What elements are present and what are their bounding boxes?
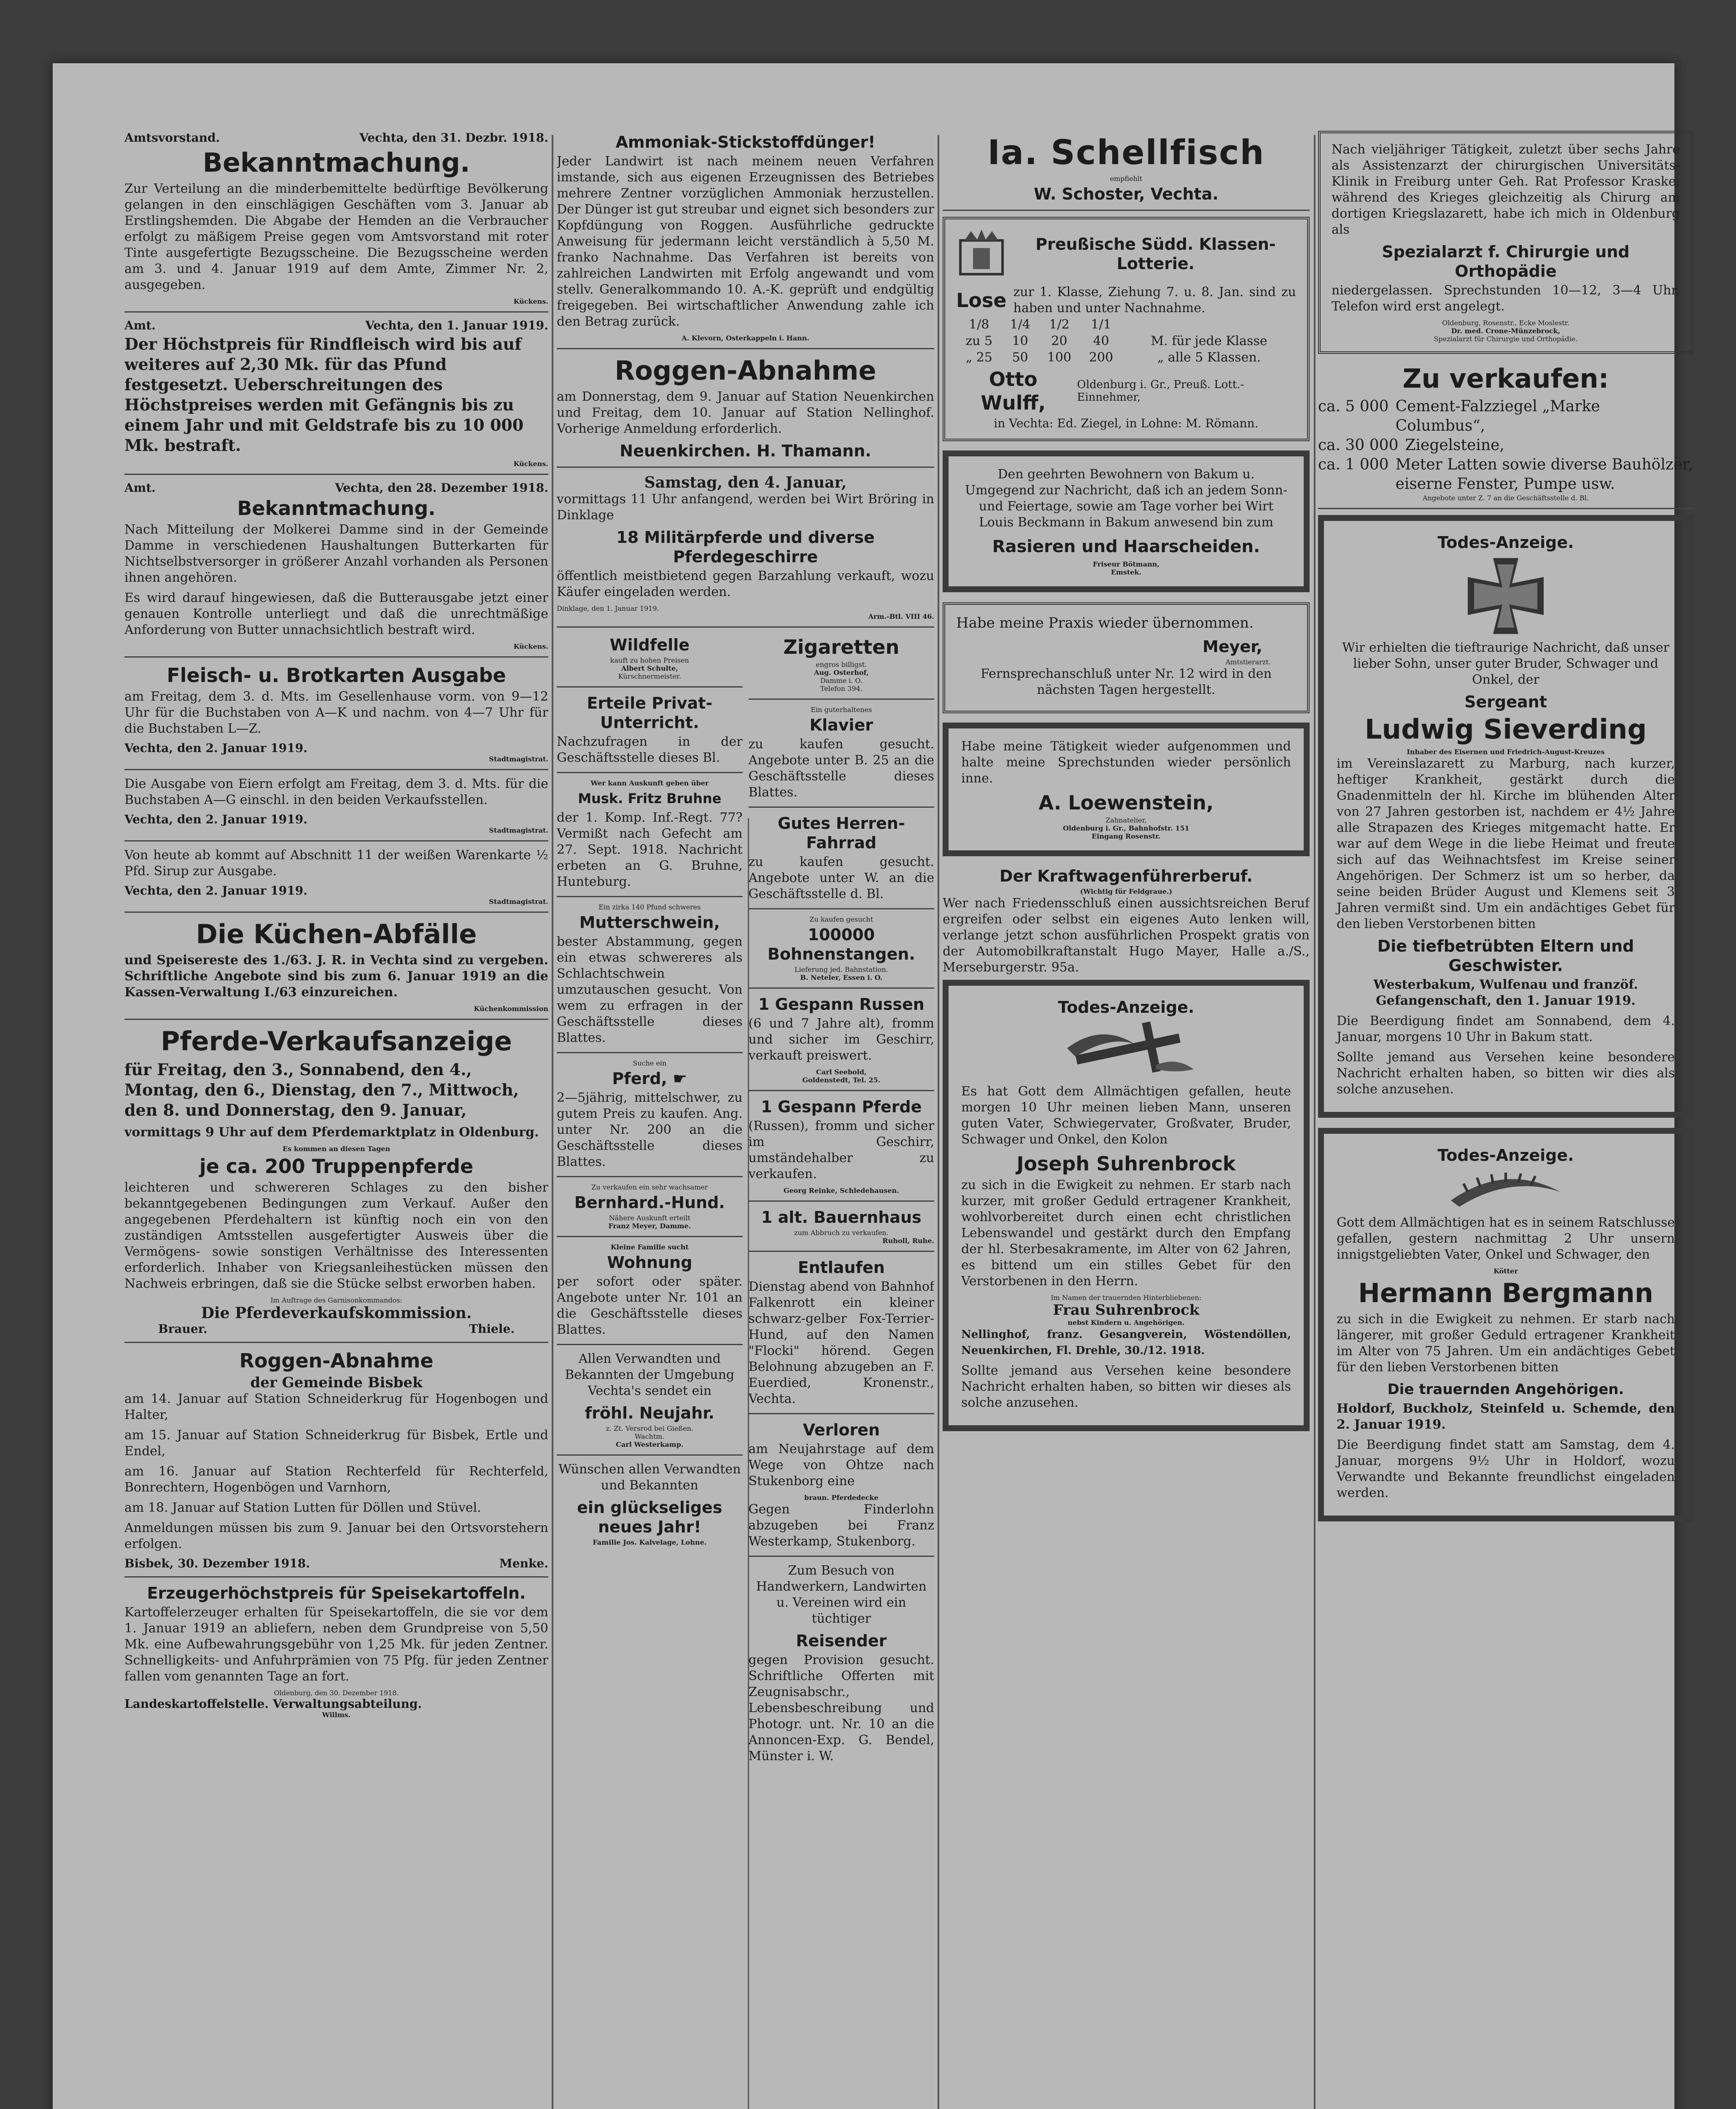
ad-text: zum Abbruch zu verkaufen. (794, 1229, 889, 1237)
ad-text: Telefon 394. (820, 685, 863, 693)
ad-text: Habe meine Tätigkeit wieder aufgenommen und halte meine Sprechstunden wieder persönlich inne. (961, 739, 1291, 786)
ad-signature: W. Schoster, Vechta. (1034, 185, 1218, 203)
divider (557, 626, 934, 628)
notice-date: Vechta, den 1. Januar 1919. (365, 318, 548, 332)
notice-title: Erzeugerhöchstpreis für Speisekartoffeln. (147, 1584, 526, 1602)
ad-text: Nähere Auskunft erteilt (609, 1214, 690, 1222)
palm-branch-icon (1337, 1167, 1675, 1215)
notice-signature: Stadtmagistrat. (489, 898, 548, 906)
ad-text: öffentlich meistbietend gegen Barzahlung verkauft, wozu Käufer eingeladen werden. (557, 569, 934, 599)
ad-date: Dinklage, den 1. Januar 1919. (557, 604, 659, 612)
small-ads-grid (557, 634, 934, 1769)
table-cell: 20 (1051, 334, 1067, 348)
divider (124, 1342, 548, 1343)
notice-text: Die Ausgabe von Eiern erfolgt am Freitag, dem 3. d. Mts. für die Buchstaben A—G einschl. in den beiden Verkaufsstellen. (124, 777, 548, 807)
ad-text: Allen Verwandten und Bekannten der Umgebung Vechta's sendet ein (565, 1351, 735, 1398)
notice-sirup (124, 847, 548, 906)
divider (1318, 508, 1693, 509)
notice-signature: Landeskartoffelstelle. Verwaltungsabteilung. (124, 1697, 422, 1711)
notice-eier (124, 776, 548, 834)
ad-title: Zigaretten (783, 636, 900, 658)
column-1 (124, 131, 548, 2109)
ad-spezialarzt (1318, 131, 1693, 354)
ad-text: z. Zt. Versrod bei Gießen. (606, 1424, 693, 1432)
ad-text: Nachzufragen in der Geschäftsstelle dieses Bl. (557, 734, 743, 765)
ad-title: Entlaufen (798, 1258, 885, 1277)
notice-text: am 16. Januar auf Station Rechterfeld für Rechterfeld, Bonrechtern, Hogenbögen und Varnhorn, (124, 1464, 548, 1495)
notice-signature: Thiele. (469, 1322, 515, 1336)
notice-text: vormittags 9 Uhr auf dem Pferdemarktplatz in Oldenburg. (124, 1125, 539, 1140)
notice-title: Fleisch- u. Brotkarten Ausgabe (167, 664, 506, 687)
column-3 (943, 131, 1310, 2109)
ad-title: 1 Gespann Russen (758, 995, 925, 1014)
ad-praxis-meyer (943, 602, 1310, 713)
divider (124, 912, 548, 913)
ad-signature: Familie Jos. Kalvelage, Lohne. (593, 1538, 707, 1546)
ad-text: der 1. Komp. Inf.-Regt. 77? Vermißt nach Gefecht am 27. Sept. 1918. Nachricht erbeten an G. Bruhne, Hunteburg. (557, 810, 743, 889)
ad-text: 2—5jährig, mittelschwer, zu gutem Preis zu kaufen. Ang. unter Nr. 200 an die Geschäftsstelle dieses Blattes. (557, 1090, 743, 1169)
notice-signature: Stadtmagistrat. (489, 826, 548, 834)
notice-text: für Freitag, den 3., Sonnabend, den 4., Montag, den 6., Dienstag, den 7., Mittwoch, den 8. und Donnerstag, den 9. Januar, (124, 1060, 519, 1119)
ad-text: Jeder Landwirt ist nach meinem neuen Verfahren imstande, sich aus eigenen Erzeugnissen des Betriebes mehrere Zentner vorzüglichen Ammoniak herzustellen. Der Dünger ist gut streubar und eignet sich besonders zur Kopfdüngung von Roggen. Ausführliche gedruckte Anweisung für jedermann leicht verständlich à 5,50 M. franko Nachnahme. Das Verfahren ist bereits von zahlreichen Landwirten mit Erfolg angewandt und vom stellv. Generalkommando 10. A.-K. geprüft und endgültig freigegeben. Bei wirtschaftlicher Anwendung zahle ich den Betrag zurück. (557, 154, 934, 329)
ad-text: Zu verkaufen ein sehr wachsamer (591, 1183, 708, 1191)
ad-text: Nach vieljähriger Tätigkeit, zuletzt über sechs Jahre als Assistenzarzt der chirurgischen Universitäts-Klinik in Freiburg unter Geh. Rat Professor Kraske, während des Krieges gleichzeitig als Chirurg am dortigen Kriegslazarett, habe ich mich in Oldenburg als (1332, 142, 1680, 237)
ad-signature: A. Loewenstein, (1038, 791, 1214, 814)
notice-text: am 15. Januar auf Station Schneiderkrug für Bisbek, Ertle und Endel, (124, 1428, 548, 1459)
ad-roggen-neuenkirchen (557, 355, 934, 461)
small-ads-right (749, 634, 935, 1769)
ad-text: Amtstierarzt. (1225, 658, 1271, 666)
ad-signature: Dr. med. Crone-Münzebrock, (1451, 327, 1561, 335)
notice-signature: Willms. (322, 1711, 351, 1719)
obituary-place: Westerbakum, Wulfenau und franzöf. Gefangenschaft, den 1. Januar 1919. (1373, 977, 1638, 1008)
divider (557, 1454, 743, 1456)
divider (749, 1556, 935, 1557)
obituary-text: Im Namen der trauernden Hinterbliebenen: (1051, 1294, 1202, 1302)
ad-title: Ammoniak-Stickstoffdünger! (615, 133, 876, 151)
notice-fleischkarten (124, 663, 548, 763)
obituary-suhrenbrock (943, 980, 1310, 1431)
ad-text: Goldenstedt, Tel. 25. (802, 1076, 881, 1084)
notice-text: Kartoffelerzeuger erhalten für Speisekartoffeln, die sie vor dem 1. Januar 1919 an abliefern, neben dem Grundpreise von 5,50 Mk. eine Aufbewahrungsgebühr von 1,25 Mk. für jeden Zentner. Schnelligkeits- und Anfuhrprämien von 75 Pfg. für jeden Zentner fallen vom genannten Tage an fort. (124, 1605, 548, 1684)
ad-title: Zu verkaufen: (1402, 363, 1609, 394)
ad-signature: A. Klevorn, Osterkappeln i. Hann. (682, 334, 809, 342)
ad-signature: Carl Seebold, (816, 1068, 867, 1076)
notice-butterkarten (124, 481, 548, 650)
ad-text: Ein guterhaltenes (811, 706, 872, 714)
ad-text: Wünschen allen Verwandten und Bekannten (558, 1462, 741, 1493)
ad-subtitle: (Wichtig für Feldgraue.) (1080, 887, 1173, 895)
obituary-text: Sergeant (1464, 693, 1547, 711)
obituary-place: Holdorf, Buckholz, Steinfeld u. Schemde, den 2. Januar 1919. (1337, 1401, 1675, 1432)
divider (124, 311, 548, 313)
obituary-text: nebst Kindern u. Angehörigen. (1067, 1319, 1185, 1327)
obituary-text: Gott dem Allmächtigen hat es in seinem Ratschlusse gefallen, gestern nachmittag 2 Uhr unsern innigstgeliebten Vater, Onkel und Schwager, den (1337, 1215, 1675, 1262)
ad-loewenstein (943, 723, 1310, 856)
ad-title: Bernhard.-Hund. (574, 1193, 725, 1212)
ad-signature: Aug. Osterhof, (814, 669, 869, 677)
ad-text: zur 1. Klasse, Ziehung 7. u. 8. Jan. sind zu haben und unter Nachnahme. (1013, 285, 1296, 316)
obituary-name: Ludwig Sieverding (1364, 714, 1647, 745)
divider (557, 686, 743, 688)
notice-text: am 18. Januar auf Station Lutten für Döllen und Stüvel. (124, 1500, 481, 1515)
ad-text: Oldenburg, Rosenstr., Ecke Moslestr. (1442, 319, 1569, 327)
ad-signature: Albert Schulte, (621, 664, 678, 672)
notice-date: Bisbek, 30. Dezember 1918. (124, 1556, 310, 1570)
ad-text: Den geehrten Bewohnern von Bakum u. Umgegend zur Nachricht, daß ich an jedem Sonn- und Feiertage, sowie am Tage vorher bei Wirt Louis Beckmann in Bakum anwesend bin zum (965, 467, 1288, 530)
ad-highlight: Lose (956, 289, 1007, 312)
ad-signature: Franz Meyer, Damme. (608, 1222, 691, 1230)
obituary-text: Es hat Gott dem Allmächtigen gefallen, heute morgen 10 Uhr meinen lieben Mann, unseren guten Vater, Schwiegervater, Großvater, Bruder, Schwager und Onkel, den Kolon (961, 1084, 1291, 1147)
divider (749, 987, 935, 989)
divider (749, 1251, 935, 1252)
ad-title: Reisender (796, 1632, 887, 1650)
obituary-text: Wir erhielten die tieftraurige Nachricht, daß unser lieber Sohn, unser guter Bruder, Schwager und Onkel, der (1342, 640, 1669, 687)
list-item: ca. 1 000 Meter Latten sowie diverse Bauhölzer, eiserne Fenster, Pumpe usw. (1318, 456, 1693, 493)
ad-title: Der Kraftwagenführerberuf. (999, 867, 1253, 885)
lottery-price-table (956, 316, 1296, 366)
divider (557, 1236, 743, 1237)
table-cell: 1/2 (1049, 317, 1070, 332)
divider (943, 210, 1310, 211)
column-rule (552, 135, 553, 2109)
ad-signature: Meyer, (1202, 637, 1262, 656)
divider (557, 467, 934, 468)
ad-title: Spezialarzt f. Chirurgie und Orthopädie (1382, 243, 1630, 280)
ad-name: Musk. Fritz Bruhne (578, 790, 722, 806)
notice-office: Amtsvorstand. (124, 131, 220, 145)
notice-office: Amt. (124, 481, 156, 495)
notice-title: Pferde-Verkaufsanzeige (161, 1026, 512, 1057)
obituary-bergmann (1318, 1128, 1693, 1521)
divider (749, 699, 935, 700)
small-ads-left (557, 634, 743, 1769)
notice-text: und Speisereste des 1./63. J. R. in Vechta sind zu vergeben. Schriftliche Angebote sind bis zum 6. Januar 1919 an die Kassen-Verwaltung I./63 einzureichen. (124, 953, 548, 1000)
divider (124, 1019, 548, 1020)
notice-text: Es kommen an diesen Tagen (283, 1145, 390, 1153)
notice-text: Anmeldungen müssen bis zum 9. Januar bei den Ortsvorstehern erfolgen. (124, 1521, 548, 1551)
ad-title: Ia. Schellfisch (987, 133, 1265, 172)
obituary-name: Joseph Suhrenbrock (1016, 1152, 1236, 1175)
ad-text: Eingang Rosenstr. (1092, 832, 1161, 840)
ad-title: Pferd, ☛ (612, 1069, 687, 1088)
table-cell: 200 (1089, 350, 1113, 365)
ad-text: zu kaufen gesucht. Angebote unter B. 25 an die Geschäftsstelle dieses Blattes. (748, 737, 934, 800)
notice-signature: Stadtmagistrat. (489, 755, 548, 763)
ad-text: vormittags 11 Uhr anfangend, werden bei Wirt Bröring in Dinklage (557, 492, 934, 523)
obituary-signature: Frau Suhrenbrock (1053, 1302, 1200, 1319)
ad-text: Emstek. (1111, 568, 1142, 576)
notice-highlight: je ca. 200 Truppenpferde (199, 1155, 474, 1178)
ad-title: Wohnung (607, 1253, 693, 1272)
ad-text: in Vechta: Ed. Ziegel, in Lohne: M. Römann. (994, 416, 1259, 430)
notice-title: Die Küchen-Abfälle (196, 919, 477, 949)
ad-title: Roggen-Abnahme (615, 355, 876, 386)
notice-pferde-verkauf (124, 1026, 548, 1336)
obituary-signature: Die trauernden Angehörigen. (1387, 1381, 1624, 1398)
notice-signature: Kückens. (513, 460, 548, 468)
notice-signature: Kückens. (513, 642, 548, 650)
ad-text: Damme i. O. (820, 677, 863, 685)
obituary-title: Todes-Anzeige. (1437, 1146, 1574, 1165)
column-2 (557, 131, 934, 2109)
ad-signature: Friseur Bötmann, (1092, 560, 1160, 568)
obituary-sieverding (1318, 515, 1693, 1118)
iron-cross-icon (1337, 554, 1675, 640)
ad-text: Zum Besuch von Handwerkern, Landwirten u. Vereinen wird ein tüchtiger (756, 1563, 927, 1626)
divider (749, 1090, 935, 1091)
ad-text: Wachtm. (634, 1432, 665, 1440)
obituary-text: Sollte jemand aus Versehen keine besondere Nachricht erhalten haben, so bitten wir dieses als solche anzusehen. (961, 1363, 1291, 1410)
table-row (956, 349, 1296, 366)
notice-text: Von heute ab kommt auf Abschnitt 11 der weißen Warenkarte ½ Pfd. Sirup zur Ausgabe. (124, 848, 548, 879)
divider (749, 1200, 935, 1202)
ad-klassenlotterie (943, 217, 1310, 441)
divider (557, 772, 743, 773)
notice-subtitle: der Gemeinde Bisbek (250, 1374, 423, 1391)
pointing-hand-icon: ☛ (673, 1069, 687, 1088)
ad-signature: Carl Westerkamp. (616, 1440, 684, 1448)
notice-roggen-bisbek (124, 1349, 548, 1570)
ad-text: Lieferung jed. Bahnstation. (794, 966, 888, 974)
ad-text: Ein zirka 140 Pfund schweres (598, 903, 701, 911)
table-row (956, 316, 1296, 333)
ad-title: Klavier (809, 716, 873, 734)
obituary-signature: Die tiefbetrübten Eltern und Geschwister. (1377, 937, 1634, 975)
table-cell: 100 (1047, 350, 1072, 365)
ad-text: Dienstag abend von Bahnhof Falkenrott ein kleiner schwarz-gelber Fox-Terrier-Hund, auf den Namen "Flocki" hörend. Gegen Belohnung abzugeben an F. Euerdied, Kronenstr., Vechta. (748, 1279, 934, 1406)
column-rule (938, 135, 939, 2109)
notice-title: Bekanntmachung. (237, 497, 436, 520)
cross-wreath-icon (961, 1019, 1291, 1084)
ad-title: 100000 Bohnenstangen. (767, 925, 915, 963)
ad-text: Wer nach Friedensschluß einen aussichtsreichen Beruf ergreifen oder selbst ein eigenes Auto lenken will, verlange jetzt schon ausführlichen Prospekt gratis von der Automobilkraftanstalt Hugo Mayer, Halle a./S., Merseburgerstr. 95a. (943, 896, 1310, 975)
ad-text: Oldenburg i. Gr., Preuß. Lott.-Einnehmer, (1077, 378, 1244, 404)
ad-text: am Donnerstag, dem 9. Januar auf Station Neuenkirchen und Freitag, dem 10. Januar auf Station Nellinghof. Vorherige Anmeldung erforderlich. (557, 389, 934, 436)
ad-text: zu kaufen gesucht. Angebote unter W. an die Geschäftsstelle d. Bl. (748, 855, 934, 901)
obituary-text: zu sich in die Ewigkeit zu nehmen. Er starb nach kurzer, mit großer Geduld ertragener Krankheit, wohlvorbereitet durch einen echt christlichen Lebenswandel und gestärkt durch den Empfang der hl. Sterbesakramente, im Alter von 62 Jahren, es bittend um ein stilles Gebet für den Verstorbenen in den Herrn. (961, 1178, 1291, 1289)
ad-text: Gegen Finderlohn abzugeben bei Franz Westerkamp, Stukenborg. (748, 1502, 934, 1549)
ad-title: 1 alt. Bauernhaus (761, 1208, 922, 1227)
notice-title: Bekanntmachung. (202, 147, 470, 178)
ad-friseur (943, 450, 1310, 592)
notice-text: Im Auftrage des Garnisonkommandos: (270, 1296, 402, 1304)
ad-title: fröhl. Neujahr. (585, 1404, 714, 1422)
divider (557, 1052, 743, 1053)
ad-highlight: braun. Pferdedecke (804, 1494, 879, 1502)
notice-signature: Menke. (499, 1556, 548, 1570)
notice-text: am Freitag, dem 3. d. Mts. im Gesellenhause vorm. von 9—12 Uhr für die Buchstaben von A—K und nachm. von 4—7 Uhr für die Buchstaben L—Z. (124, 689, 548, 736)
ad-text: Spezialarzt für Chirurgie und Orthopädie. (1434, 335, 1578, 343)
notice-title: Roggen-Abnahme (239, 1349, 434, 1372)
ad-signature: Neuenkirchen. H. Thamann. (620, 442, 871, 460)
table-cell: 40 (1093, 334, 1109, 348)
obituary-text: im Vereinslazarett zu Marburg, nach kurzer, heftiger Krankheit, gestärkt durch die Gnadenmitteln der hl. Kirche im blühenden Alter von 27 Jahren gestorben ist, nachdem er 4½ Jahre alle Strapazen des Krieges mitgemacht hatte. Er war auf dem Wege in die liebe Heimat und freute sich auf das Weihnachtsfest im Kreise seiner Angehörigen. Der Schmerz ist um so herber, da seine beiden Brüder August und Klemens seit 3 Jahren vermißt sind. Um ein andächtiges Gebet für den lieben Verstorbenen bitten (1337, 756, 1675, 931)
ad-signature: Ruholl, Ruhe. (882, 1237, 934, 1245)
notice-signature: Brauer. (158, 1322, 208, 1336)
ad-title: Gutes Herren-Fahrrad (777, 814, 905, 852)
table-cell: „ 25 (965, 350, 992, 365)
obituary-place: Nellinghof, franz. Gesangverein, Wöstendöllen, Neuenkirchen, Fl. Drehle, 30./12. 1918. (961, 1328, 1291, 1357)
ad-text: bester Abstammung, gegen ein etwas schwereres als Schlachtschwein umzutauschen gesucht. Von wem zu erfragen in der Geschäftsstelle dieses Blattes. (557, 934, 743, 1045)
ad-text: gegen Provision gesucht. Schriftliche Offerten mit Zeugnisabschr., Lebensbeschreibung und Photogr. unt. Nr. 10 an die Annoncen-Exp. G. Bendel, Münster i. W. (748, 1653, 934, 1764)
ad-text: engros billigst. (816, 661, 867, 669)
column-4 (1318, 131, 1693, 2109)
notice-signature: Kückens. (513, 297, 548, 305)
ad-text: Suche ein (633, 1059, 667, 1067)
divider (749, 1413, 935, 1414)
ad-signature: Otto Wulff, (981, 368, 1046, 414)
notice-bekanntmachung-hemden (124, 131, 548, 305)
notice-text: Zur Verteilung an die minderbemittelte bedürftige Bevölkerung gelangen in den einschlägigen Geschäften vom 3. Januar ab Erstlingshemden. Die Abgabe der Hemden an die Verbraucher erfolgt zu mäßigem Preise gegen vom Amtsvorstand mit roter Tinte ausgefertigte Bezugsscheine. Die Bezugsscheine werden am 3. und 4. Januar 1919 auf dem Amte, Zimmer Nr. 2, ausgegeben. (124, 181, 548, 292)
ad-text: Zu kaufen gesucht (809, 915, 873, 923)
ad-text: Angebote unter Z. 7 an die Geschäftsstelle d. Bl. (1423, 494, 1589, 502)
ad-text: Zahnatelier, (1105, 816, 1147, 824)
ad-text: Samstag, den 4. Januar, (644, 474, 847, 491)
ad-text: empfiehlt (1110, 175, 1143, 183)
notice-date: Vechta, den 2. Januar 1919. (124, 884, 307, 898)
ad-text: Kürschnermeister. (618, 672, 681, 680)
ad-title: Rasieren und Haarscheiden. (992, 537, 1260, 556)
notice-date: Oldenburg, den 30. Dezember 1918. (274, 1689, 399, 1697)
table-cell: 10 (1012, 334, 1028, 348)
ad-text: Kleine Familie sucht (610, 1243, 689, 1251)
divider (557, 348, 934, 349)
table-cell: 1/8 (969, 317, 989, 332)
ad-title: Verloren (803, 1421, 880, 1439)
notice-date: Vechta, den 2. Januar 1919. (124, 812, 307, 826)
obituary-text: zu sich in die Ewigkeit zu nehmen. Er starb nach längerer, mit großer Geduld ertragener Krankheit im Alter von 75 Jahren. Um ein andächtiges Gebet für den lieben Verstorbenen bitten (1337, 1312, 1675, 1375)
ad-text: kauft zu hohen Preisen (610, 656, 689, 664)
obituary-text: Kötter (1493, 1267, 1518, 1275)
obituary-text: Inhaber des Eisernen und Friedrich-August-Kreuzes (1407, 748, 1605, 756)
obituary-title: Todes-Anzeige. (1058, 998, 1194, 1017)
divider (749, 806, 935, 808)
ad-title: Wildfelle (609, 636, 690, 654)
ad-text: (Russen), fromm und sicher im Geschirr, umständehalber zu verkaufen. (748, 1119, 934, 1181)
divider (124, 1576, 548, 1578)
list-item: ca. 5 000 Cement-Falzziegel „Marke Columbus“, (1318, 398, 1600, 434)
ad-text: Habe meine Praxis wieder übernommen. (956, 615, 1254, 631)
notice-signature: Küchenkommission (474, 1005, 548, 1013)
ad-title: ein glückseliges neues Jahr! (577, 1498, 722, 1536)
table-row (956, 333, 1296, 349)
divider (124, 769, 548, 770)
notice-signature: Die Pferdeverkaufskommission. (201, 1304, 472, 1322)
table-cell: 1/4 (1010, 317, 1030, 332)
notice-text: am 14. Januar auf Station Schneiderkrug für Hogenbogen und Halter, (124, 1392, 548, 1422)
ad-text: Fernsprechanschluß unter Nr. 12 wird in den nächsten Tagen hergestellt. (980, 666, 1272, 697)
divider (124, 656, 548, 658)
ad-text: Oldenburg i. Gr., Bahnhofstr. 151 (1063, 824, 1189, 832)
notice-text: Nach Mitteilung der Molkerei Damme sind in der Gemeinde Damme in verschiedenen Haushaltungen Butterkarten für Nichtselbstversorger in größerer Anzahl vorhanden als Personen ihnen angehören. (124, 522, 548, 585)
ad-ammoniak (557, 132, 934, 342)
ad-title: Erteile Privat-Unterricht. (587, 694, 713, 732)
ad-militaerpferde (557, 474, 934, 620)
notice-text: Der Höchstpreis für Rindfleisch wird bis auf weiteres auf 2,30 Mk. für das Pfund festgesetzt. Ueberschreitungen des Höchstpreises werden mit Gefängnis bis zu einem Jahr und mit Geldstrafe bis zu 10 000 Mk. bestraft. (124, 334, 524, 455)
table-cell (1122, 316, 1296, 333)
ad-text: am Neujahrstage auf dem Wege von Ohtze nach Stukenborg eine (748, 1442, 934, 1489)
table-cell: M. für jede Klasse (1151, 334, 1267, 348)
table-cell: zu 5 (965, 334, 993, 348)
ad-schellfisch (943, 133, 1310, 204)
divider (557, 896, 743, 897)
divider (749, 908, 935, 909)
notice-text: leichteren und schwereren Schlages zu den bisher bekanntgegebenen Bedingungen zum Verkauf. Außer den angegebenen Pferdehaltern ist künftig noch ein von den zuständigen Amtsstellen ausgefertigter Ausweis über die Vermögens- sowie sonstigen Verhältnisse des Interessenten erforderlich. Inhaber von Kriegsanleihestücken müssen den Nachweis erbringen, daß sie die Stücke selbst erworben haben. (124, 1180, 548, 1291)
notice-date: Vechta, den 2. Januar 1919. (124, 741, 307, 755)
ad-title: Wer kann Auskunft geben über (590, 779, 709, 787)
ad-title: 18 Militärpferde und diverse Pferdegeschirre (616, 528, 875, 566)
ad-title: 1 Gespann Pferde (761, 1098, 922, 1116)
notice-date: Vechta, den 31. Dezbr. 1918. (359, 131, 548, 145)
ad-text: (6 und 7 Jahre alt), fromm und sicher im Geschirr, verkauft preiswert. (748, 1016, 934, 1063)
notice-speisekartoffeln (124, 1583, 548, 1719)
ad-signature: Georg Reinke, Schledehausen. (783, 1187, 899, 1195)
notice-office: Amt. (124, 318, 156, 332)
divider (557, 1344, 743, 1345)
list-item: ca. 30 000 Ziegelsteine, (1318, 437, 1504, 454)
crown-emblem-icon (956, 228, 1007, 280)
obituary-title: Todes-Anzeige. (1437, 533, 1574, 552)
divider (124, 840, 548, 841)
notice-text: Es wird darauf hingewiesen, daß die Butterausgabe jetzt einer genauen Kontrolle unterliegt und daß die unrechtmäßige Anforderung von Butter unnachsichtlich bestraft wird. (124, 591, 548, 637)
newspaper-page (53, 63, 1693, 2109)
ad-title: Preußische Südd. Klassen-Lotterie. (1035, 235, 1276, 273)
table-cell: 50 (1012, 350, 1028, 365)
column-rule (1314, 135, 1315, 2109)
divider (557, 1176, 743, 1177)
notice-date: Vechta, den 28. Dezember 1918. (335, 481, 548, 495)
obituary-name: Hermann Bergmann (1358, 1278, 1653, 1308)
notice-hoechstpreis (124, 318, 548, 468)
obituary-text: Die Beerdigung findet am Sonnabend, dem 4. Januar, morgens 10 Uhr in Bakum statt. (1337, 1014, 1675, 1044)
ad-signature: B. Neteler, Essen i. O. (800, 974, 883, 982)
ad-signature: Arm.-Btl. VIII 46. (868, 612, 934, 620)
table-cell: 1/1 (1091, 317, 1111, 332)
obituary-text: Sollte jemand aus Versehen keine besondere Nachricht erhalten haben, so bitten wir dies als solche anzusehen. (1337, 1050, 1675, 1097)
ad-text: per sofort oder später. Angebote unter Nr. 101 an die Geschäftsstelle dieses Blattes. (557, 1274, 743, 1337)
table-cell: „ alle 5 Klassen. (1157, 350, 1261, 365)
obituary-text: Die Beerdigung findet statt am Samstag, dem 4. Januar, morgens 9½ Uhr in Holdorf, wozu Verwandte und Bekannte freundlichst eingeladen werden. (1337, 1437, 1675, 1500)
ad-zu-verkaufen (1318, 363, 1693, 502)
ad-title: Mutterschwein, (579, 913, 720, 932)
notice-kuechenabfaelle (124, 919, 548, 1013)
ad-kraftwagenfuehrer (943, 866, 1310, 976)
ad-text: niedergelassen. Sprechstunden 10—12, 3—4 Uhr. Telefon wird erst angelegt. (1332, 283, 1680, 314)
divider (124, 474, 548, 475)
